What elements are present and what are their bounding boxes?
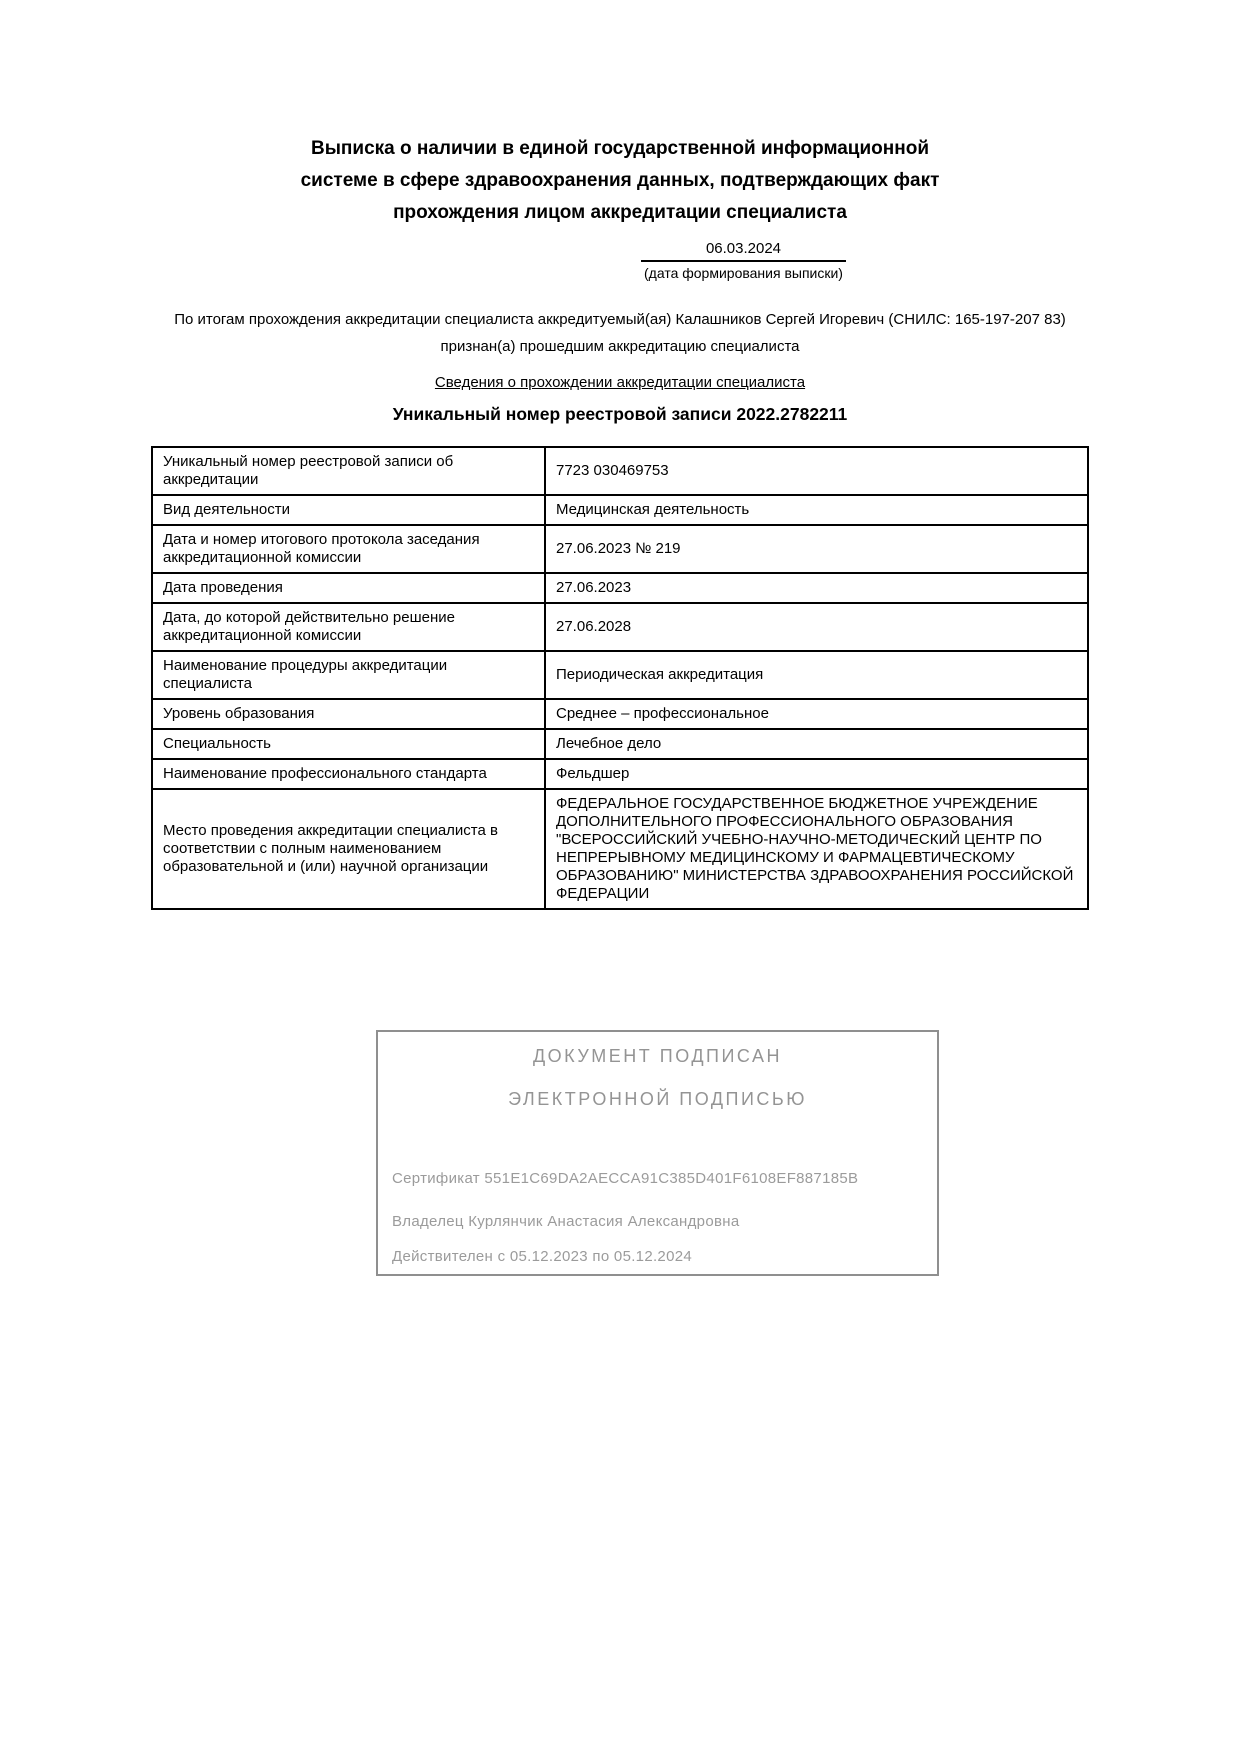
row-value: 27.06.2028	[545, 603, 1088, 651]
row-value: Фельдшер	[545, 759, 1088, 789]
table-row	[152, 525, 1088, 573]
intro-line: По итогам прохождения аккредитации специалиста аккредитуемый(ая) Калашников Сергей Игоревич (СНИЛС: 165-197-207 83)	[174, 311, 1066, 328]
row-label: Дата проведения	[152, 573, 545, 603]
row-value: ФЕДЕРАЛЬНОЕ ГОСУДАРСТВЕННОЕ БЮДЖЕТНОЕ УЧРЕЖДЕНИЕ ДОПОЛНИТЕЛЬНОГО ПРОФЕССИОНАЛЬНОГО ОБРАЗОВАНИЯ "ВСЕРОССИЙСКИЙ УЧЕБНО-НАУЧНО-МЕТОДИЧЕСКИЙ ЦЕНТР ПО НЕПРЕРЫВНОМУ МЕДИЦИНСКОМУ И ФАРМАЦЕВТИЧЕСКОМУ ОБРАЗОВАНИЮ" МИНИСТЕРСТВА ЗДРАВООХРАНЕНИЯ РОССИЙСКОЙ ФЕДЕРАЦИИ	[545, 789, 1088, 909]
row-label: Уровень образования	[152, 699, 545, 729]
document-title	[0, 133, 1240, 229]
row-value: 27.06.2023 № 219	[545, 525, 1088, 573]
row-value: Среднее – профессиональное	[545, 699, 1088, 729]
table-row	[152, 789, 1088, 909]
table-row	[152, 651, 1088, 699]
row-label: Вид деятельности	[152, 495, 545, 525]
row-value: Медицинская деятельность	[545, 495, 1088, 525]
extract-date: 06.03.2024	[641, 240, 846, 262]
record-number-heading: Уникальный номер реестровой записи 2022.2782211	[392, 404, 848, 424]
row-value: 7723 030469753	[545, 447, 1088, 495]
intro-paragraph	[0, 306, 1240, 360]
electronic-signature-stamp	[376, 1030, 939, 1276]
section-heading: Сведения о прохождении аккредитации специалиста	[434, 374, 806, 391]
table-row	[152, 603, 1088, 651]
table-row	[152, 699, 1088, 729]
row-label: Наименование профессионального стандарта	[152, 759, 545, 789]
signature-owner: Владелец Курлянчик Анастасия Александровна	[392, 1213, 740, 1230]
row-label: Дата и номер итогового протокола заседания аккредитационной комиссии	[152, 525, 545, 573]
title-line: прохождения лицом аккредитации специалиста	[393, 202, 847, 223]
extract-date-block	[641, 240, 846, 281]
row-value: 27.06.2023	[545, 573, 1088, 603]
row-label: Наименование процедуры аккредитации специалиста	[152, 651, 545, 699]
signature-validity: Действителен с 05.12.2023 по 05.12.2024	[392, 1248, 693, 1265]
signature-heading-line: ДОКУМЕНТ ПОДПИСАН	[532, 1046, 783, 1066]
table-row	[152, 729, 1088, 759]
intro-line: признан(а) прошедшим аккредитацию специалиста	[440, 338, 800, 355]
table-row	[152, 447, 1088, 495]
row-label: Дата, до которой действительно решение аккредитационной комиссии	[152, 603, 545, 651]
row-value: Лечебное дело	[545, 729, 1088, 759]
extract-date-caption: (дата формирования выписки)	[644, 265, 843, 281]
accreditation-table	[151, 446, 1089, 910]
table-row	[152, 759, 1088, 789]
signature-certificate: Сертификат 551E1C69DA2AECCA91C385D401F6108EF887185B	[392, 1170, 859, 1187]
title-line: системе в сфере здравоохранения данных, подтверждающих факт	[300, 170, 940, 191]
signature-heading-line: ЭЛЕКТРОННОЙ ПОДПИСЬЮ	[508, 1089, 807, 1109]
row-value: Периодическая аккредитация	[545, 651, 1088, 699]
row-label: Уникальный номер реестровой записи об аккредитации	[152, 447, 545, 495]
title-line: Выписка о наличии в единой государственной информационной	[310, 138, 930, 159]
row-label: Место проведения аккредитации специалиста в соответствии с полным наименованием образовательной и (или) научной организации	[152, 789, 545, 909]
table-row	[152, 573, 1088, 603]
row-label: Специальность	[152, 729, 545, 759]
table-row	[152, 495, 1088, 525]
